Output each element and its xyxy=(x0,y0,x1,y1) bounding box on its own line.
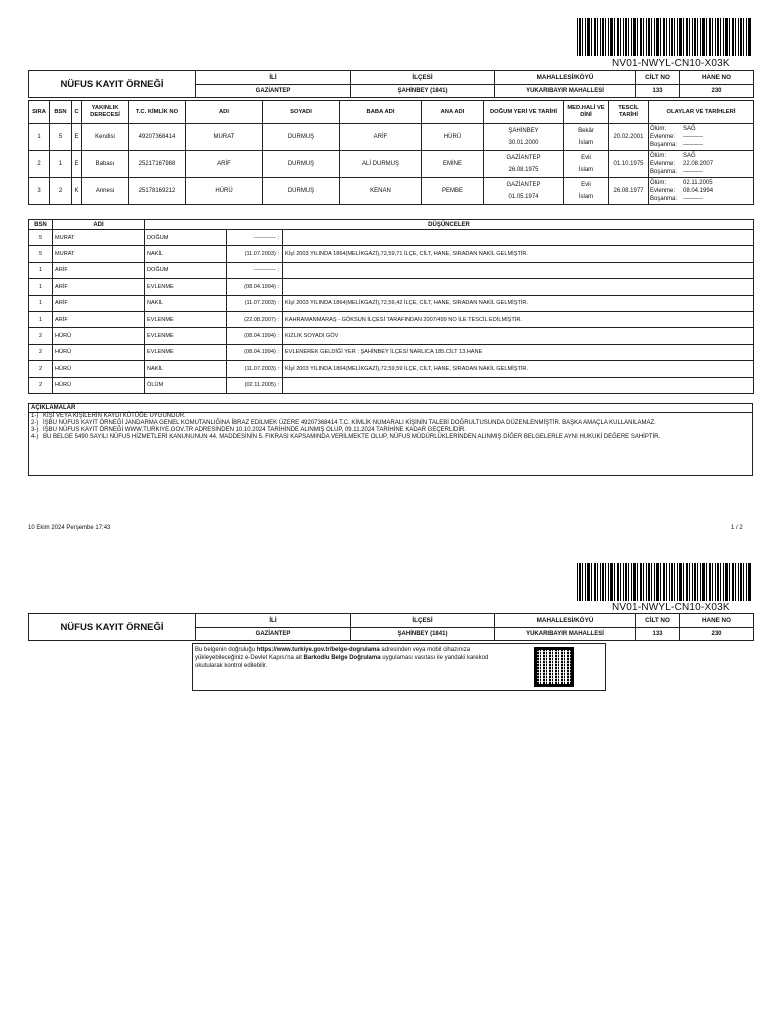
page-title: NÜFUS KAYIT ÖRNEĞİ xyxy=(29,71,196,98)
event-aciklama: KIZLIK SOYADI GÖV xyxy=(283,328,754,344)
person-row xyxy=(29,124,754,151)
barcode-page2 xyxy=(577,563,751,601)
event-tarih: ------------ : xyxy=(227,230,283,246)
person-olaylar xyxy=(649,124,754,151)
person-c: E xyxy=(72,124,82,151)
person-medeni-hal: Bekâr xyxy=(578,128,594,134)
person-dogum-yeri: ŞAHİNBEY xyxy=(508,128,539,134)
hane-label-page2: HANE NO xyxy=(680,614,754,628)
event-olay: DOĞUM xyxy=(145,262,227,278)
event-bsn: 2 xyxy=(29,328,53,344)
person-dogum-tarihi: 26.08.1975 xyxy=(508,167,539,173)
person-tescil: 01.10.1975 xyxy=(609,151,649,178)
cilt-label-page2: CİLT NO xyxy=(636,614,680,628)
page-title-page2: NÜFUS KAYIT ÖRNEĞİ xyxy=(29,614,196,641)
event-olay: NAKİL xyxy=(145,295,227,311)
person-baba: ARİF xyxy=(340,124,422,151)
event-olay: EVLENME xyxy=(145,311,227,327)
person-baba: ALİ DURMUŞ xyxy=(340,151,422,178)
person-din: İslam xyxy=(578,167,594,173)
person-dogum-tarihi: 30.01.2000 xyxy=(508,140,539,146)
footer-date: 10 Ekim 2024 Perşembe 17:43 xyxy=(28,525,111,531)
people-header-11: TESCİL TARİHİ xyxy=(609,101,649,124)
verification-text-3: uygulaması vasıtası ile yandaki karekod okutularak kontrol edilebilir. xyxy=(195,655,489,669)
person-med-hali xyxy=(564,124,609,151)
event-aciklama: Kİşİ 2003 YILINDA 1864(MELİKGAZİ),72,59,42 İLÇE, CİLT, HANE, SIRADAN NAKİL GELMİŞTİR. xyxy=(283,295,754,311)
person-med-hali xyxy=(564,151,609,178)
cilt-label: CİLT NO xyxy=(636,71,680,85)
hane-value-page2: 230 xyxy=(680,628,754,641)
people-header-4: T.C. KİMLİK NO xyxy=(129,101,186,124)
person-adi: ARİF xyxy=(186,151,263,178)
event-adi: ARİF xyxy=(53,311,145,327)
notes-box xyxy=(28,403,753,476)
event-tarih: (08.04.1994) : xyxy=(227,344,283,360)
person-dogum xyxy=(484,124,564,151)
olum-label: Ölüm: xyxy=(650,126,667,132)
events-bsn-header: BSN xyxy=(29,220,53,230)
person-tc: 25217167988 xyxy=(129,151,186,178)
event-bsn: 1 xyxy=(29,279,53,295)
ilce-value-page2: ŞAHİNBEY (1841) xyxy=(351,628,495,641)
hane-value: 230 xyxy=(680,85,754,98)
bosanma-value: ---------- xyxy=(683,169,703,175)
person-medeni-hal: Evli xyxy=(581,155,591,161)
event-adi: HÜRÜ xyxy=(53,344,145,360)
event-aciklama: EVLENEREK GELDİĞİ YER : ŞAHİNBEY İLÇESİ NARLICA 185.CİLT 13.HANE xyxy=(283,344,754,360)
people-header-2: C xyxy=(72,101,82,124)
event-bsn: 2 xyxy=(29,377,53,393)
person-sira: 3 xyxy=(29,178,50,205)
olum-label: Ölüm: xyxy=(650,180,667,186)
event-olay: EVLENME xyxy=(145,328,227,344)
event-bsn: 1 xyxy=(29,311,53,327)
person-bsn: 2 xyxy=(50,178,72,205)
event-row xyxy=(29,328,754,344)
event-aciklama: KAHRAMANMARAŞ - GÖKSUN İLÇESİ TARAFINDAN 2007/499 NO İLE TESCİL EDİLMİŞTİR. xyxy=(283,311,754,327)
person-olaylar xyxy=(649,178,754,205)
person-adi: HÜRÜ xyxy=(186,178,263,205)
verification-url[interactable]: https://www.turkiye.gov.tr/belge-dogrulama xyxy=(256,647,380,653)
person-row xyxy=(29,151,754,178)
note-text: BU BELGE 5490 SAYILI NÜFUS HİZMETLERİ KANUNUNUN 44. MADDESİNİN 5. FIKRASI KAPSAMINDA VERİLMEKTE OLUP, NÜFUS MÜDÜRLÜKLERİNDEN ALINMIŞ DİĞER BELGELERLE AYNI HUKUKİ DEĞERE SAHİPTİR. xyxy=(43,434,661,440)
person-adi: MURAT xyxy=(186,124,263,151)
il-value-page2: GAZİANTEP xyxy=(196,628,351,641)
mahalle-label-page2: MAHALLESİ/KÖYÜ xyxy=(495,614,636,628)
event-bsn: 5 xyxy=(29,230,53,246)
event-adi: HÜRÜ xyxy=(53,377,145,393)
person-tc: 49207368414 xyxy=(129,124,186,151)
events-adi-header: ADI xyxy=(53,220,145,230)
header-table-page2 xyxy=(28,613,754,641)
event-bsn: 5 xyxy=(29,246,53,262)
person-ana: EMİNE xyxy=(422,151,484,178)
person-din: İslam xyxy=(578,194,594,200)
event-adi: ARİF xyxy=(53,295,145,311)
person-row xyxy=(29,178,754,205)
person-dogum-yeri: GAZİANTEP xyxy=(506,182,541,188)
person-din: İslam xyxy=(578,140,594,146)
event-tarih: (11.07.2003) : xyxy=(227,246,283,262)
event-olay: EVLENME xyxy=(145,279,227,295)
ilce-label: İLÇESİ xyxy=(351,71,495,85)
note-item xyxy=(29,413,752,420)
qr-code xyxy=(534,647,574,687)
person-dogum-tarihi: 01.05.1974 xyxy=(508,194,539,200)
person-c: E xyxy=(72,151,82,178)
notes-heading: AÇIKLAMALAR xyxy=(29,404,752,413)
event-adi: ARİF xyxy=(53,279,145,295)
event-bsn: 2 xyxy=(29,344,53,360)
olum-value: 02.11.2005 xyxy=(683,180,713,186)
note-number: 2-) xyxy=(31,420,39,426)
evlenme-value: 08.04.1994 xyxy=(683,188,714,194)
bosanma-value: ---------- xyxy=(683,196,703,202)
person-baba: KENAN xyxy=(340,178,422,205)
person-bsn: 1 xyxy=(50,151,72,178)
event-tarih: (08.04.1994) : xyxy=(227,279,283,295)
event-tarih: (22.08.2007) : xyxy=(227,311,283,327)
person-tescil: 20.02.2001 xyxy=(609,124,649,151)
note-item xyxy=(29,434,752,441)
person-yakinlik: Kendisi xyxy=(82,124,129,151)
event-adi: MURAT xyxy=(53,230,145,246)
note-number: 3-) xyxy=(31,427,39,433)
person-dogum xyxy=(484,151,564,178)
event-adi: HÜRÜ xyxy=(53,361,145,377)
person-sira: 1 xyxy=(29,124,50,151)
event-row xyxy=(29,377,754,393)
event-aciklama xyxy=(283,279,754,295)
person-dogum-yeri: GAZİANTEP xyxy=(506,155,541,161)
event-row xyxy=(29,230,754,246)
person-sira: 2 xyxy=(29,151,50,178)
person-bsn: 5 xyxy=(50,124,72,151)
event-adi: HÜRÜ xyxy=(53,328,145,344)
mahalle-value: YUKARIBAYIR MAHALLESİ xyxy=(495,85,636,98)
people-header-10: MED.HALİ VE DİNİ xyxy=(564,101,609,124)
event-row xyxy=(29,344,754,360)
event-row xyxy=(29,361,754,377)
people-header-7: BABA ADI xyxy=(340,101,422,124)
people-header-8: ANA ADI xyxy=(422,101,484,124)
event-bsn: 2 xyxy=(29,361,53,377)
people-header-1: BSN xyxy=(50,101,72,124)
event-aciklama xyxy=(283,377,754,393)
event-aciklama: Kİşİ 2003 YILINDA 1864(MELİKGAZİ),72,59,71 İLÇE, CİLT, HANE, SIRADAN NAKİL GELMİŞTİR. xyxy=(283,246,754,262)
il-value: GAZİANTEP xyxy=(196,85,351,98)
event-olay: NAKİL xyxy=(145,246,227,262)
bosanma-value: ---------- xyxy=(683,142,703,148)
person-yakinlik: Babası xyxy=(82,151,129,178)
event-row xyxy=(29,262,754,278)
note-item xyxy=(29,420,752,427)
evlenme-value: 22.08.2007 xyxy=(683,161,714,167)
person-olaylar xyxy=(649,151,754,178)
header-table xyxy=(28,70,754,98)
event-olay: DOĞUM xyxy=(145,230,227,246)
verification-app-name: Barkodlu Belge Doğrulama xyxy=(303,655,381,661)
event-aciklama xyxy=(283,262,754,278)
ilce-label-page2: İLÇESİ xyxy=(351,614,495,628)
olum-value: SAĞ xyxy=(683,153,696,159)
person-med-hali xyxy=(564,178,609,205)
event-adi: MURAT xyxy=(53,246,145,262)
people-header-3: YAKINLIK DERECESİ xyxy=(82,101,129,124)
people-header-6: SOYADI xyxy=(263,101,340,124)
event-aciklama xyxy=(283,230,754,246)
person-medeni-hal: Evli xyxy=(581,182,591,188)
evlenme-label: Evlenme: xyxy=(650,134,676,140)
footer-page: 1 / 2 xyxy=(731,525,743,531)
verification-text-2: adresinden veya mobil cihazınıza yükleyebileceğiniz e-Devlet Kapısı'na ait xyxy=(195,647,471,661)
hane-label: HANE NO xyxy=(680,71,754,85)
il-label-page2: İLİ xyxy=(196,614,351,628)
event-row xyxy=(29,295,754,311)
event-tarih: ------------ : xyxy=(227,262,283,278)
cilt-value: 133 xyxy=(636,85,680,98)
event-aciklama: Kİşİ 2003 YILINDA 1864(MELİKGAZİ),72,59,59 İLÇE, CİLT, HANE, SIRADAN NAKİL GELMİŞTİR. xyxy=(283,361,754,377)
event-row xyxy=(29,279,754,295)
il-label: İLİ xyxy=(196,71,351,85)
event-tarih: (11.07.2003) : xyxy=(227,295,283,311)
person-soyadi: DURMUŞ xyxy=(263,178,340,205)
person-dogum xyxy=(484,178,564,205)
verification-text-1: Bu belgenin doğruluğu xyxy=(195,647,257,653)
note-text: İŞBU NÜFUS KAYIT ÖRNEĞİ JANDARMA GENEL KOMUTANLIĞINA İBRAZ EDİLMEK ÜZERE 49207368414 T.C. KİMLİK NUMARALI KİŞİNİN TALEBİ DOĞRULTUSUNDA DÜZENLENMİŞTİR. BAŞKA AMAÇLA KULLANILAMAZ. xyxy=(43,420,656,426)
note-text: KİŞİ VEYA KİŞİLERİN KAYDI KÜTÜĞE UYGUNDUR. xyxy=(43,413,186,419)
ilce-value: ŞAHİNBEY (1841) xyxy=(351,85,495,98)
people-header-12: OLAYLAR VE TARİHLERİ xyxy=(649,101,754,124)
event-olay: EVLENME xyxy=(145,344,227,360)
event-row xyxy=(29,246,754,262)
people-header-5: ADI xyxy=(186,101,263,124)
person-ana: HÜRÜ xyxy=(422,124,484,151)
note-item xyxy=(29,427,752,434)
person-soyadi: DURMUŞ xyxy=(263,124,340,151)
event-bsn: 1 xyxy=(29,262,53,278)
event-tarih: (11.07.2003) : xyxy=(227,361,283,377)
event-tarih: (08.04.1994) : xyxy=(227,328,283,344)
evlenme-label: Evlenme: xyxy=(650,188,676,194)
event-tarih: (02.11.2005) : xyxy=(227,377,283,393)
mahalle-value-page2: YUKARIBAYIR MAHALLESİ xyxy=(495,628,636,641)
people-header-0: SIRA xyxy=(29,101,50,124)
event-adi: ARİF xyxy=(53,262,145,278)
person-yakinlik: Annesi xyxy=(82,178,129,205)
event-olay: NAKİL xyxy=(145,361,227,377)
people-table xyxy=(28,100,754,205)
people-header-9: DOĞUM YERİ VE TARİHİ xyxy=(484,101,564,124)
person-soyadi: DURMUŞ xyxy=(263,151,340,178)
person-tc: 25178169212 xyxy=(129,178,186,205)
event-olay: ÖLÜM xyxy=(145,377,227,393)
note-number: 1-) xyxy=(31,413,39,419)
events-dusunceler-header: DÜŞÜNCELER xyxy=(145,220,754,230)
cilt-value-page2: 133 xyxy=(636,628,680,641)
verification-box xyxy=(192,643,606,691)
olum-label: Ölüm: xyxy=(650,153,667,159)
person-ana: PEMBE xyxy=(422,178,484,205)
mahalle-label: MAHALLESİ/KÖYÜ xyxy=(495,71,636,85)
note-text: İŞBU NÜFUS KAYIT ÖRNEĞİ WWW.TURKIYE.GOV.TR ADRESİNDEN 10.10.2024 TARİHİNDE ALINMIŞ OLUP, 09.11.2024 TARİHİNE KADAR GEÇERLİDİR. xyxy=(43,427,467,433)
bosanma-label: Boşanma: xyxy=(650,169,678,175)
evlenme-value: ---------- xyxy=(683,134,703,140)
bosanma-label: Boşanma: xyxy=(650,142,678,148)
document-code-page2: NV01-NWYL-CN10-X03K xyxy=(612,602,730,613)
olum-value: SAĞ xyxy=(683,126,696,132)
barcode-top xyxy=(577,18,751,56)
evlenme-label: Evlenme: xyxy=(650,161,676,167)
bosanma-label: Boşanma: xyxy=(650,196,678,202)
event-bsn: 1 xyxy=(29,295,53,311)
events-table xyxy=(28,219,754,394)
person-c: K xyxy=(72,178,82,205)
document-code: NV01-NWYL-CN10-X03K xyxy=(612,58,730,69)
note-number: 4-) xyxy=(31,434,39,440)
event-row xyxy=(29,311,754,327)
person-tescil: 26.08.1977 xyxy=(609,178,649,205)
verification-text xyxy=(195,646,505,670)
